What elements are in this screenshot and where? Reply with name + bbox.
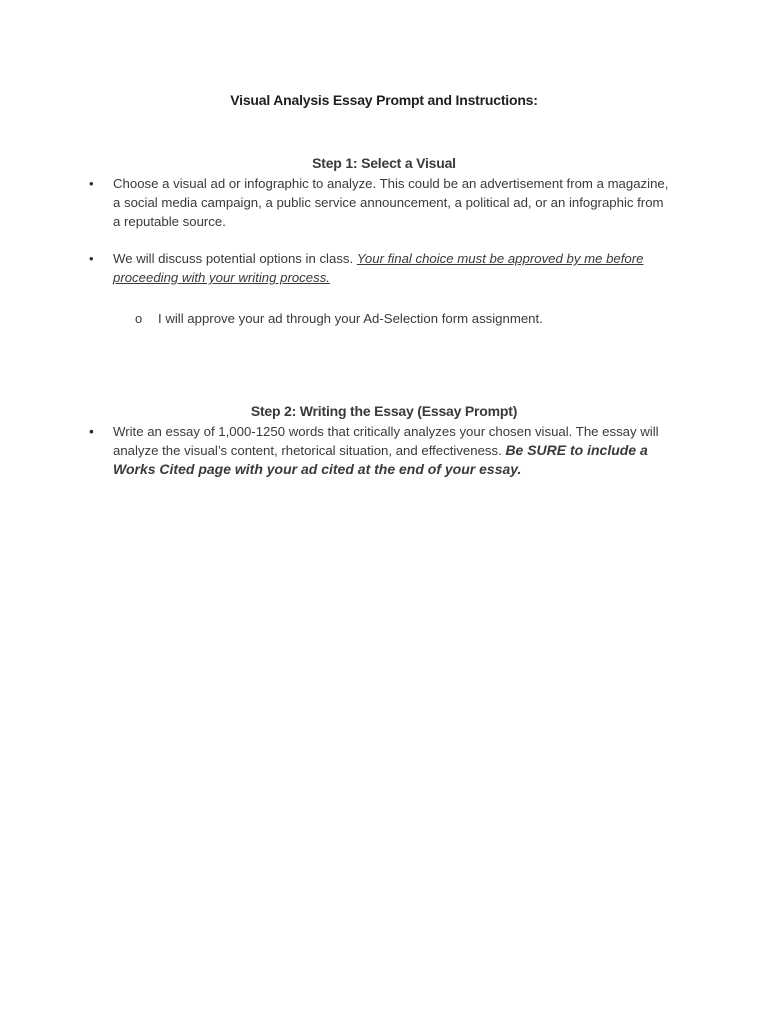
- step1-bullet-choose-visual: Choose a visual ad or infographic to analyze. This could be an advertisement from a magazine, a social media campaign, a public service announcement, a political ad, or an infographic from a reputable source.: [113, 176, 669, 229]
- bullet-marker: •: [89, 251, 94, 266]
- bullet-marker: •: [89, 176, 94, 191]
- sub-bullet-marker: o: [135, 311, 143, 326]
- step1-bullet-discuss-options: [113, 249, 673, 287]
- approval-requirement-text: Your final choice must be approved by me before proceeding with your writing process.: [113, 251, 644, 285]
- bullet-marker: •: [89, 424, 94, 439]
- step1-heading: Step 1: Select a Visual: [312, 155, 456, 171]
- works-cited-requirement-text: Be SURE to include a Works Cited page with your ad cited at the end of your essay: [113, 442, 648, 477]
- step2-bullet-essay-prompt: [113, 422, 673, 479]
- document-title: Visual Analysis Essay Prompt and Instructions:: [230, 92, 538, 108]
- sentence-end: .: [517, 461, 522, 477]
- step2-heading: Step 2: Writing the Essay (Essay Prompt): [250, 403, 518, 419]
- step1-sub-bullet-approval: I will approve your ad through your Ad-Selection form assignment.: [158, 311, 543, 326]
- bullet-text: Write an essay of 1,000-1250 words that critically analyzes your chosen visual. The essay will analyze the visual’s content, rhetorical situation, and effectiveness.: [113, 424, 659, 458]
- bullet-text: We will discuss potential options in class.: [113, 251, 357, 266]
